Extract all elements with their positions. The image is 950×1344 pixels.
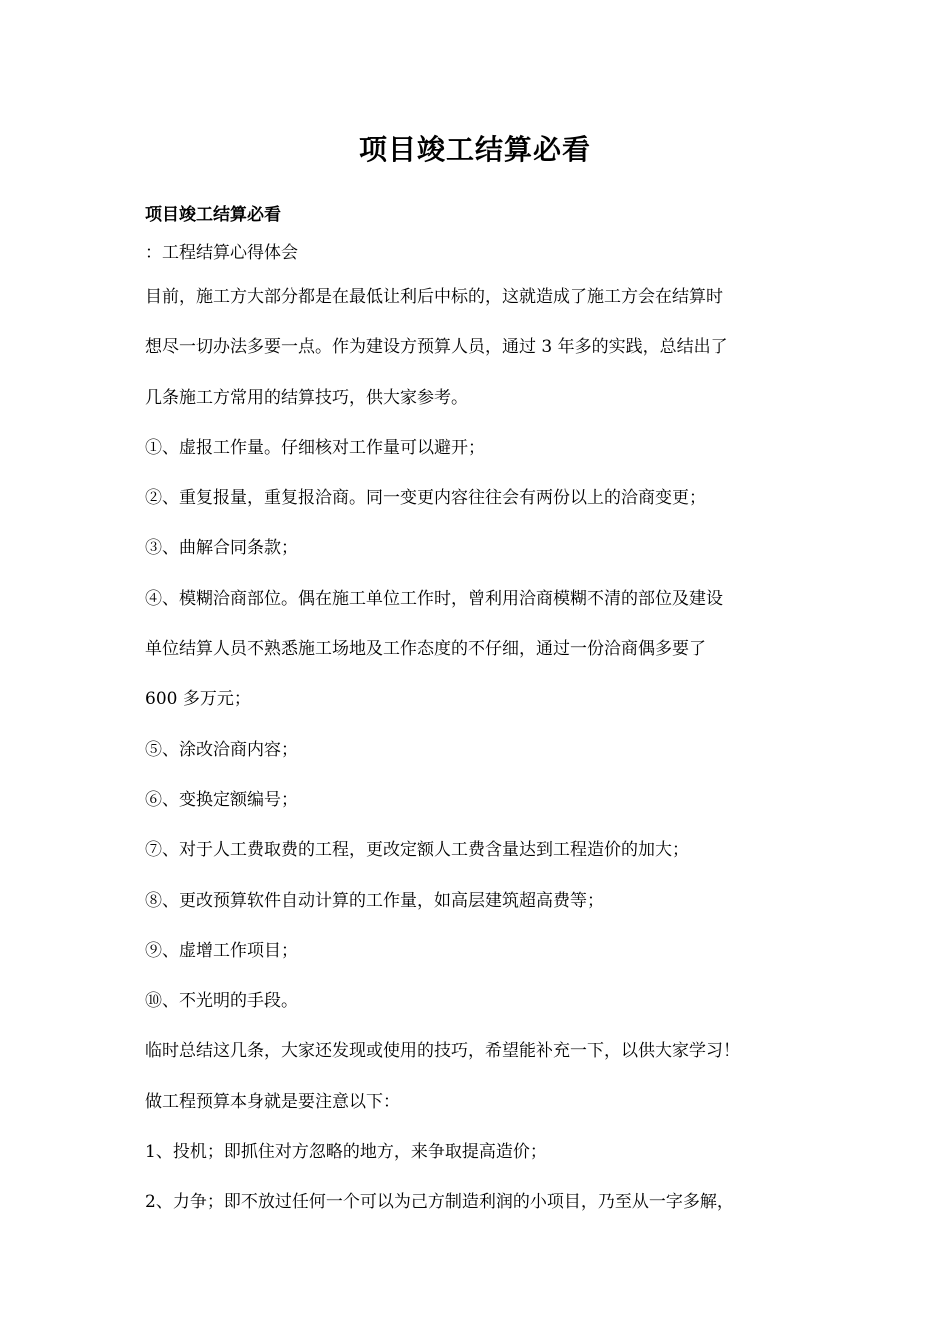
section-heading: 项目竣工结算必看	[145, 205, 281, 225]
document-title: 项目竣工结算必看	[358, 133, 591, 166]
paragraph-line: 做工程预算本身就是要注意以下：	[145, 1091, 400, 1112]
list-item: ⑧、更改预算软件自动计算的工作量，如高层建筑超高费等；	[145, 890, 604, 911]
list-item: ②、重复报量，重复报洽商。同一变更内容往往会有两份以上的洽商变更；	[145, 488, 706, 509]
list-item: ①、虚报工作量。仔细核对工作量可以避开；	[145, 437, 485, 458]
list-item-continuation: 600 多万元；	[145, 689, 251, 710]
list-item: ③、曲解合同条款；	[145, 538, 298, 559]
list-item: 1、投机；即抓住对方忽略的地方，来争取提高造价；	[145, 1142, 547, 1163]
list-item-continuation: 单位结算人员不熟悉施工场地及工作态度的不仔细，通过一份洽商偶多要了	[145, 639, 706, 660]
intro-line: ：工程结算心得体会	[145, 243, 298, 263]
paragraph-line: 几条施工方常用的结算技巧，供大家参考。	[145, 387, 468, 408]
document-body	[145, 196, 825, 1228]
list-item: ④、模糊洽商部位。偶在施工单位工作时，曾利用洽商模糊不清的部位及建设	[145, 588, 723, 609]
list-item: ⑨、虚增工作项目；	[145, 940, 298, 961]
list-item: 2、力争；即不放过任何一个可以为己方制造利润的小项目，乃至从一字多解，	[145, 1192, 734, 1213]
paragraph-line: 目前，施工方大部分都是在最低让利后中标的，这就造成了施工方会在结算时	[145, 287, 723, 307]
list-item: ⑦、对于人工费取费的工程，更改定额人工费含量达到工程造价的加大；	[145, 840, 689, 861]
paragraph-line: 临时总结这几条，大家还发现或使用的技巧，希望能补充一下，以供大家学习！	[145, 1041, 740, 1062]
paragraph-line: 想尽一切办法多要一点。作为建设方预算人员，通过 3 年多的实践，总结出了	[145, 337, 728, 358]
list-item: ⑤、涂改洽商内容；	[145, 739, 298, 760]
list-item: ⑥、变换定额编号；	[145, 789, 298, 810]
list-item: ⑩、不光明的手段。	[145, 991, 298, 1012]
